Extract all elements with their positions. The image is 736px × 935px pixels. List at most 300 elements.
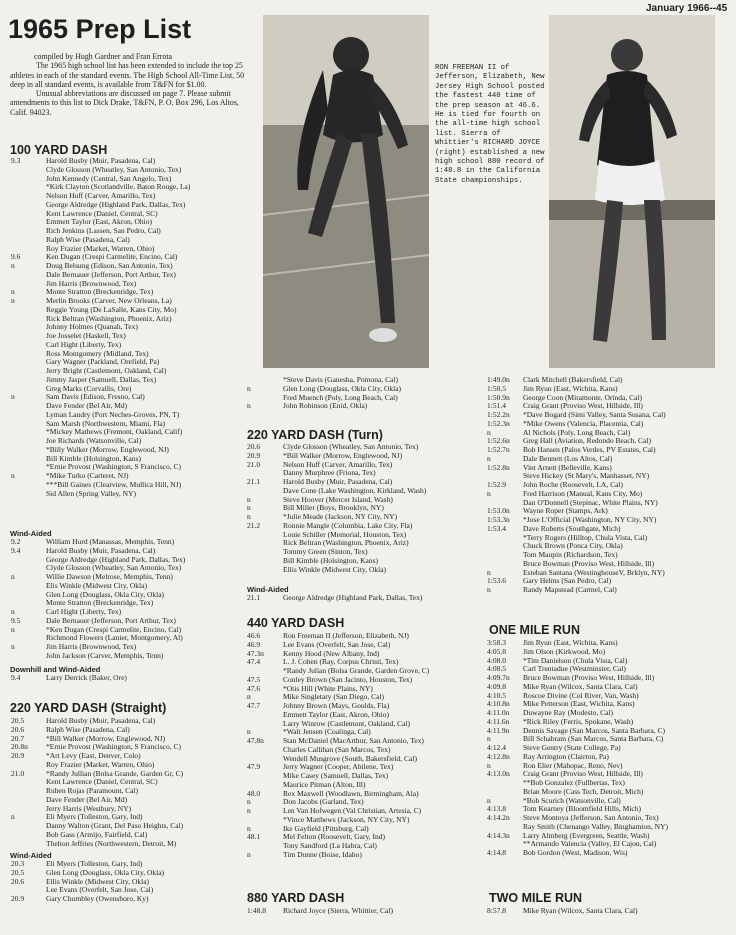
result-row — [487, 770, 727, 779]
result-row — [247, 711, 485, 720]
result-mark — [487, 779, 523, 788]
result-mark: 1:52.9 — [487, 480, 506, 489]
result-row — [10, 591, 276, 600]
athlete-entry: *Billy Walker (Morrow, Englewood, NJ) — [46, 445, 169, 454]
result-mark: n — [487, 734, 491, 744]
result-mark — [247, 557, 283, 566]
result-mark: 20.8n — [11, 742, 28, 752]
result-row — [10, 201, 276, 210]
result-row — [10, 183, 276, 192]
result-row — [487, 402, 727, 411]
athlete-entry: Ray Smith (Chenango Valley, Binghamton, NY) — [523, 822, 668, 831]
athlete-entry: Danny Walton (Grant, Del Paso Heights, Cal) — [46, 822, 184, 830]
result-mark: n — [11, 287, 15, 297]
result-row — [10, 634, 276, 643]
athlete-entry: Reggie Young (De LaSalle, Kans City, Mo) — [46, 305, 177, 314]
athlete-entry: Brian Moore (Cass Tech, Detroit, Mich) — [523, 787, 644, 796]
athlete-entry: Joe Josselet (Haskell, Tex) — [46, 332, 126, 340]
athlete-entry: Tommy Green (Sinton, Tex) — [283, 548, 368, 556]
result-row — [487, 823, 727, 832]
result-row — [247, 790, 485, 799]
page-header-info: January 1966--45 — [646, 3, 728, 14]
subheading-wind-aided: Wind-Aided — [247, 585, 289, 594]
result-row — [487, 674, 727, 683]
results-list-220-turn — [247, 443, 485, 574]
result-row — [487, 788, 727, 797]
result-mark: n — [11, 261, 15, 270]
result-mark: 21.0 — [11, 768, 25, 778]
athlete-entry: Carl Trentadue (Westminster, Cal) — [523, 665, 626, 674]
result-row — [10, 608, 276, 617]
result-row — [247, 728, 485, 737]
result-mark — [487, 788, 523, 797]
result-mark: 46.9 — [247, 639, 261, 649]
athlete-entry: Louie Schiller (Memorial, Houston, Tex) — [283, 530, 407, 539]
result-mark — [10, 556, 46, 565]
athlete-entry: John Jackson (Carver, Memphis, Tenn) — [46, 651, 164, 660]
results-list-880-dash — [247, 907, 485, 916]
result-row — [10, 878, 276, 887]
athlete-entry: Tom Maupin (Richardson, Tex) — [523, 551, 618, 559]
result-mark: 20.6 — [11, 876, 25, 886]
result-row — [247, 594, 485, 603]
athlete-entry: *Rick Riley (Ferris, Spokane, Wash) — [523, 717, 634, 726]
result-mark: 1:50.9n — [487, 392, 510, 402]
athlete-entry: *Mike Turko (Carteret, NJ) — [46, 472, 129, 480]
result-row — [10, 735, 276, 744]
result-mark — [10, 183, 46, 192]
result-mark: n — [247, 823, 251, 833]
athlete-entry: Clyde Glosson (Wheatley, San Antonio, Tex) — [283, 443, 419, 451]
result-row — [10, 157, 276, 166]
result-mark — [10, 591, 46, 600]
result-row — [487, 814, 727, 823]
result-row — [247, 658, 485, 667]
athlete-entry: George Coon (Miramonte, Orinda, Cal) — [523, 393, 643, 402]
intro-text — [10, 52, 255, 117]
section-heading-220-straight: 220 YARD DASH (Straight) — [10, 701, 167, 715]
result-row — [10, 271, 276, 280]
athlete-entry: Len Van Hofwegen (Val Christian, Artesia, C) — [283, 807, 422, 815]
result-mark: n — [11, 296, 15, 305]
result-row — [10, 437, 276, 446]
result-row — [487, 849, 727, 858]
athlete-entry: Tom Kearney (Bloomfield Hills, Mich) — [523, 805, 641, 814]
result-mark: 20.5 — [11, 867, 25, 877]
result-row — [487, 657, 727, 666]
athlete-entry: Steve Gentry (State College, Pa) — [523, 744, 621, 752]
results-list-880-continued — [487, 376, 727, 595]
result-mark: 20.9 — [247, 450, 261, 460]
athlete-entry: Ray Arrington (Clairton, Pa) — [523, 752, 609, 761]
result-row — [10, 332, 276, 341]
athlete-entry: Tony Sandford (La Habra, Cal) — [283, 842, 377, 850]
result-mark — [10, 446, 46, 455]
result-mark: 4:13.8 — [487, 804, 506, 814]
result-mark: 21.0 — [247, 459, 261, 469]
result-row — [247, 907, 485, 916]
athlete-entry: Bob Hansen (Palos Verdes, PV Estates, Cal) — [523, 446, 656, 454]
result-row — [487, 455, 727, 464]
result-mark: 47.4 — [247, 657, 261, 667]
athlete-entry: Jimmy Jasper (Samuell, Dallas, Tex) — [46, 375, 157, 384]
result-row — [247, 461, 485, 470]
result-mark: 9.4 — [11, 673, 21, 682]
athlete-entry: Glen Long (Douglass, Okla City, Okla) — [283, 384, 402, 393]
section-heading-two-mile: TWO MILE RUN — [489, 891, 583, 905]
result-row — [247, 798, 485, 807]
athlete-entry: *Steve Davis (Ganesha, Pomona, Cal) — [283, 376, 398, 384]
result-mark: n — [487, 795, 491, 805]
result-mark — [10, 280, 46, 289]
result-row — [487, 385, 727, 394]
athlete-entry: Glen Long (Douglass, Okla City, Okla) — [46, 590, 165, 599]
result-row — [487, 709, 727, 718]
result-row — [10, 245, 276, 254]
athlete-entry: Mike Ryan (Wilcox, Santa Clara, Cal) — [523, 682, 638, 691]
athlete-entry: Tim Dunne (Boise, Idaho) — [283, 850, 362, 859]
athlete-entry: Maurice Pitman (Alton, Ill) — [283, 780, 366, 789]
athlete-entry: Danny Murphree (Friona, Tex) — [283, 469, 376, 478]
athlete-entry: Ross Montgomery (Midland, Tex) — [46, 349, 149, 358]
athlete-entry: Charles Callihan (San Marcos, Tex) — [283, 745, 391, 754]
result-mark — [247, 376, 283, 385]
result-mark — [247, 566, 283, 575]
result-row — [247, 851, 485, 860]
result-row — [247, 513, 485, 522]
athlete-entry: Eli Myers (Tolleston, Gary, Ind) — [46, 813, 143, 822]
athlete-entry: George Aldredge (Highland Park, Dallas, Tex) — [283, 594, 423, 602]
result-row — [247, 816, 485, 825]
athlete-entry: *Bill Walker (Morrow, Englewood, NJ) — [283, 451, 403, 460]
result-mark — [10, 192, 46, 201]
athlete-entry: Jerry Wagner (Cooper, Abilene, Tex) — [283, 763, 394, 772]
athlete-entry: Merlin Brooks (Carver, New Orleans, La) — [46, 297, 172, 305]
result-mark — [10, 582, 46, 591]
athlete-entry: Elis Winkle (Midwest City, Okla) — [46, 581, 147, 590]
athlete-entry: John Kennedy (Central, San Angelo, Tex) — [46, 174, 172, 183]
result-mark: 4:08.5 — [487, 664, 506, 674]
result-row — [487, 735, 727, 744]
athlete-entry: Roy Frazier (Market, Warren, Ohio) — [46, 244, 155, 253]
result-mark: n — [487, 585, 491, 594]
result-row — [487, 507, 727, 516]
result-row — [10, 446, 276, 455]
athlete-entry: George Aldredge (Highland Park, Dallas, Tex) — [46, 200, 186, 209]
result-row — [10, 411, 276, 420]
result-row — [247, 632, 485, 641]
result-mark: 47.6 — [247, 683, 261, 693]
result-row — [10, 869, 276, 878]
athlete-entry: Jim Harris (Brownwood, Tex) — [46, 279, 137, 288]
athlete-entry: Richmond Flowers (Lanier, Montgomery, Al) — [46, 634, 183, 643]
result-mark: 4:14.8 — [487, 848, 506, 857]
result-mark: 4:13.0n — [487, 769, 510, 779]
runner-photo-joyce — [549, 15, 715, 368]
result-row — [10, 420, 276, 429]
athlete-entry: Greg Marks (Corvallis, Ore) — [46, 384, 132, 393]
intro-credit: compiled by Hugh Gardner and Fran Errota — [34, 52, 173, 61]
result-mark — [10, 822, 46, 831]
athlete-entry: Conley Brown (San Jacinto, Houston, Tex) — [283, 675, 413, 684]
result-mark: 4:05.8 — [487, 646, 506, 656]
athlete-entry: *Ernie Provost (Washington, S Francisco, C) — [46, 463, 182, 472]
result-mark: 20.6 — [247, 442, 261, 451]
athlete-entry: Larry Derrick (Baker, Ore) — [46, 674, 127, 682]
result-row — [487, 718, 727, 727]
section-heading-220-turn: 220 YARD DASH (Turn) — [247, 428, 383, 442]
athlete-entry: Harold Busby (Muir, Pasadena, Cal) — [46, 157, 156, 165]
result-mark: 47.9 — [247, 762, 261, 772]
result-row — [487, 499, 727, 508]
result-row — [10, 262, 276, 271]
athlete-entry: Wayne Roper (Stamps, Ark) — [523, 507, 608, 516]
result-mark — [10, 564, 46, 573]
result-mark — [247, 394, 283, 403]
result-mark: 1:50.5 — [487, 383, 506, 393]
result-mark: 1:52.7n — [487, 445, 510, 454]
result-mark — [10, 367, 46, 376]
result-row — [487, 753, 727, 762]
result-row — [247, 548, 485, 557]
result-row — [10, 210, 276, 219]
result-row — [487, 464, 727, 473]
result-row — [10, 840, 276, 849]
result-mark — [10, 218, 46, 227]
section-heading-880-dash: 880 YARD DASH — [247, 891, 345, 905]
athlete-entry: Bruce Bowman (Proviso West, Hillside, Ill) — [523, 674, 655, 682]
athlete-entry: Clyde Glosson (Wheatley, San Antonio, Tex) — [46, 564, 182, 573]
result-mark: 20.6 — [11, 724, 25, 734]
result-row — [10, 895, 276, 904]
athlete-entry: Stan McDaniel (MacArthur, San Antonio, Tex) — [283, 737, 424, 745]
result-row — [10, 813, 276, 822]
result-row — [10, 770, 276, 779]
results-list-100-downhill — [10, 674, 276, 683]
result-row — [10, 547, 276, 556]
athlete-entry: *Vince Matthews (Jackson, NY City, NY) — [283, 815, 410, 824]
athlete-entry: *Bob Scurich (Watsonville, Cal) — [523, 796, 621, 805]
athlete-entry: Craig Grant (Proviso West, Hillside, Ill) — [523, 770, 643, 779]
athlete-entry: Esteban Santana (WestinghouseV, Brklyn, NY) — [523, 568, 665, 577]
athlete-entry: Doug Belsung (Edison, San Antonio, Tex) — [46, 262, 173, 270]
athlete-entry: Don Jacobs (Garland, Tex) — [283, 798, 364, 807]
result-row — [10, 674, 276, 683]
athlete-entry: Sid Allen (Spring Valley, NY) — [46, 489, 136, 498]
athlete-entry: *Randy Jullian (Bolsa Grande, Garden Gr, C) — [46, 769, 184, 778]
athlete-entry: Clyde Glosson (Wheatley, San Antonio, Tex) — [46, 165, 182, 174]
athlete-entry: Mike Petterson (East, Wichita, Kans) — [523, 700, 635, 709]
result-mark: n — [247, 797, 251, 807]
result-mark: n — [247, 494, 251, 504]
athlete-entry: Jerry Bright (Castlemont, Oakland, Cal) — [46, 367, 167, 375]
athlete-entry: Bob Gass (Armijo, Fairfield, Cal) — [46, 830, 148, 839]
result-mark — [10, 831, 46, 840]
result-row — [247, 539, 485, 548]
athlete-entry: Dave Roberts (Southgate, Mich) — [523, 524, 621, 533]
result-row — [10, 175, 276, 184]
intro-paragraph: The 1965 high school list has been extended to include the top 25 athletes in each of the standard events. The High School All-Time List, 50 deep in all standard events, is available from T&FN for $1.00. — [10, 61, 245, 89]
result-row — [10, 556, 276, 565]
result-mark: n — [11, 471, 15, 480]
result-row — [487, 840, 727, 849]
athlete-entry: Lee Evans (Overfelt, San Jose, Cal) — [283, 640, 391, 649]
result-mark — [247, 548, 283, 557]
result-mark — [10, 652, 46, 661]
result-mark: 1:49.0n — [487, 375, 510, 384]
result-row — [10, 573, 276, 582]
athlete-entry: Roscoe Divine (Col River, Van, Wash) — [523, 691, 639, 700]
result-row — [487, 569, 727, 578]
athlete-entry: Dale Bernauer (Jefferson, Port Arthur, Tex) — [46, 616, 176, 625]
result-row — [10, 652, 276, 661]
athlete-entry: Ronnie Mangle (Columbia, Lake City, Fla) — [283, 521, 413, 530]
athlete-entry: Fred Harrison (Manual, Kans City, Mo) — [523, 489, 643, 498]
athlete-entry: Harold Busby (Muir, Pasadena, Cal) — [46, 717, 156, 725]
results-list-one-mile — [487, 639, 727, 858]
athlete-entry: Vint Arnett (Belleville, Kans) — [523, 463, 612, 472]
athlete-entry: Steve Hoover (Mercer Island, Wash) — [283, 495, 393, 504]
athlete-entry: Nelson Huff (Carver, Amarillo, Tex) — [283, 460, 393, 469]
athlete-entry: **Armando Valencia (Valley, El Cajon, Cal) — [523, 840, 657, 849]
result-row — [247, 842, 485, 851]
result-mark — [10, 481, 46, 490]
athlete-entry: Willie Dawson (Melrose, Memphis, Tenn) — [46, 573, 173, 581]
result-row — [487, 376, 727, 385]
result-row — [487, 437, 727, 446]
athlete-entry: *Bill Walker (Morrow, Englewood, NJ) — [46, 734, 166, 743]
result-row — [10, 350, 276, 359]
result-row — [487, 648, 727, 657]
result-mark — [10, 490, 46, 499]
athlete-entry: Gary Helms (San Pedro, Cal) — [523, 577, 612, 586]
result-row — [10, 315, 276, 324]
result-mark — [247, 531, 283, 540]
athlete-entry: Larry Almberg (Evergreen, Seattle, Wash) — [523, 831, 650, 840]
result-row — [10, 617, 276, 626]
result-mark — [247, 720, 283, 729]
result-mark: n — [247, 503, 251, 513]
athlete-entry: Jim Olson (Kirkwood, Mo) — [523, 647, 606, 656]
result-row — [247, 452, 485, 461]
result-mark — [10, 210, 46, 219]
result-row — [10, 796, 276, 805]
athlete-entry: George Aldredge (Highland Park, Dallas, Tex) — [46, 555, 186, 564]
athlete-entry: Ellis Winkle (Midwest City, Okla) — [283, 565, 387, 574]
athlete-entry: *Terry Rogers (Hilltop, Chula Vista, Cal) — [523, 533, 648, 542]
result-mark — [10, 323, 46, 332]
result-row — [487, 490, 727, 499]
athlete-entry: *Otis Hill (White Plains, NY) — [283, 684, 373, 693]
result-row — [487, 762, 727, 771]
athlete-entry: Greg Hall (Aviation, Redondo Beach, Cal) — [523, 437, 651, 446]
athlete-entry: Craig Grant (Proviso West, Hillside, Ill) — [523, 402, 643, 411]
result-mark — [10, 341, 46, 350]
result-row — [247, 685, 485, 694]
result-row — [10, 626, 276, 635]
athlete-entry: L. J. Cohen (Ray, Corpus Christi, Tex) — [283, 658, 399, 667]
result-mark: n — [11, 572, 15, 581]
result-mark: n — [487, 567, 491, 577]
athlete-entry: Lyman Landry (Port Neches-Groves, PN, T) — [46, 410, 180, 419]
result-row — [247, 522, 485, 531]
result-row — [487, 665, 727, 674]
athlete-entry: Rex Maxwell (Woodlawn, Birmingham, Ala) — [283, 789, 419, 798]
result-row — [247, 702, 485, 711]
result-mark: 4:11.0n — [487, 708, 510, 717]
athlete-entry: Johnny Brown (Mays, Goulds, Fla) — [283, 702, 390, 710]
result-mark: n — [11, 607, 15, 616]
result-row — [247, 763, 485, 772]
result-mark — [10, 306, 46, 315]
result-row — [10, 599, 276, 608]
athlete-entry: Steve Montoya (Jefferson, San Antonio, Tex) — [523, 814, 659, 822]
athlete-entry: Dennis Savage (San Marcos, Santa Barbara, C) — [523, 726, 666, 735]
result-row — [247, 781, 485, 790]
result-mark: 48.0 — [247, 788, 261, 798]
result-row — [487, 481, 727, 490]
result-row — [247, 825, 485, 834]
result-mark — [10, 634, 46, 643]
result-row — [10, 166, 276, 175]
results-list-220-turn-wind — [247, 594, 485, 603]
athlete-entry: Wendell Musgrove (South, Bakersfield, Cal) — [283, 754, 417, 763]
athlete-entry: Kenny Hood (New Albany, Ind) — [283, 649, 380, 658]
result-row — [10, 428, 276, 437]
result-mark: 8:57.8 — [487, 906, 506, 915]
athlete-entry: *Mike Owens (Valencia, Placentia, Cal) — [523, 419, 644, 428]
athlete-entry: Monte Stratton (Breckenridge, Tex) — [46, 288, 154, 297]
result-row — [247, 667, 485, 676]
result-mark: 9.4 — [11, 545, 21, 555]
result-mark: n — [487, 760, 491, 770]
result-row — [10, 463, 276, 472]
runner-photo-freeman — [263, 15, 429, 368]
result-row — [10, 192, 276, 201]
athlete-entry: Thelton Jeffries (Northwestern, Detroit, M) — [46, 839, 177, 848]
result-mark: n — [487, 488, 491, 498]
result-mark — [10, 271, 46, 280]
athlete-entry: *Julie Meade (Jackson, NY City, NY) — [283, 513, 398, 521]
athlete-entry: Bob Gordon (West, Madison, Wis) — [523, 849, 628, 857]
result-row — [487, 534, 727, 543]
athlete-entry: Mike Singletary (San Diego, Cal) — [283, 693, 385, 702]
result-mark: 47.8n — [247, 736, 264, 745]
result-mark: n — [247, 727, 251, 737]
result-mark: 20.3 — [11, 859, 25, 868]
athlete-entry: Carl Hight (Liberty, Tex) — [46, 608, 122, 616]
result-mark: 20.7 — [11, 733, 25, 743]
result-mark: n — [247, 849, 251, 859]
athlete-entry: Johnny Holmes (Quanah, Tex) — [46, 323, 138, 332]
athlete-entry: Mike Ryan (Wilcox, Santa Clara, Cal) — [523, 907, 638, 915]
result-row — [247, 531, 485, 540]
result-row — [10, 393, 276, 402]
athlete-entry: Harold Busby (Muir, Pasadena, Cal) — [283, 478, 393, 486]
result-row — [10, 385, 276, 394]
athlete-entry: Ron Elier (Mahopac, Reno, Nev) — [523, 761, 623, 770]
result-row — [10, 831, 276, 840]
subheading-downhill: Downhill and Wind-Aided — [10, 665, 101, 674]
athlete-entry: Emmett Taylor (East, Akron, Ohio) — [46, 218, 152, 227]
result-mark — [10, 778, 46, 787]
result-mark: 1:52.3n — [487, 418, 510, 428]
result-mark: 1:53.0n — [487, 506, 510, 516]
athlete-entry: *Dave Bogard (Simi Valley, Santa Susana, Cal) — [523, 411, 666, 419]
result-row — [10, 822, 276, 831]
result-mark: 4:10.5 — [487, 690, 506, 700]
athlete-entry: John Robinson (Enid, Okla) — [283, 402, 368, 411]
